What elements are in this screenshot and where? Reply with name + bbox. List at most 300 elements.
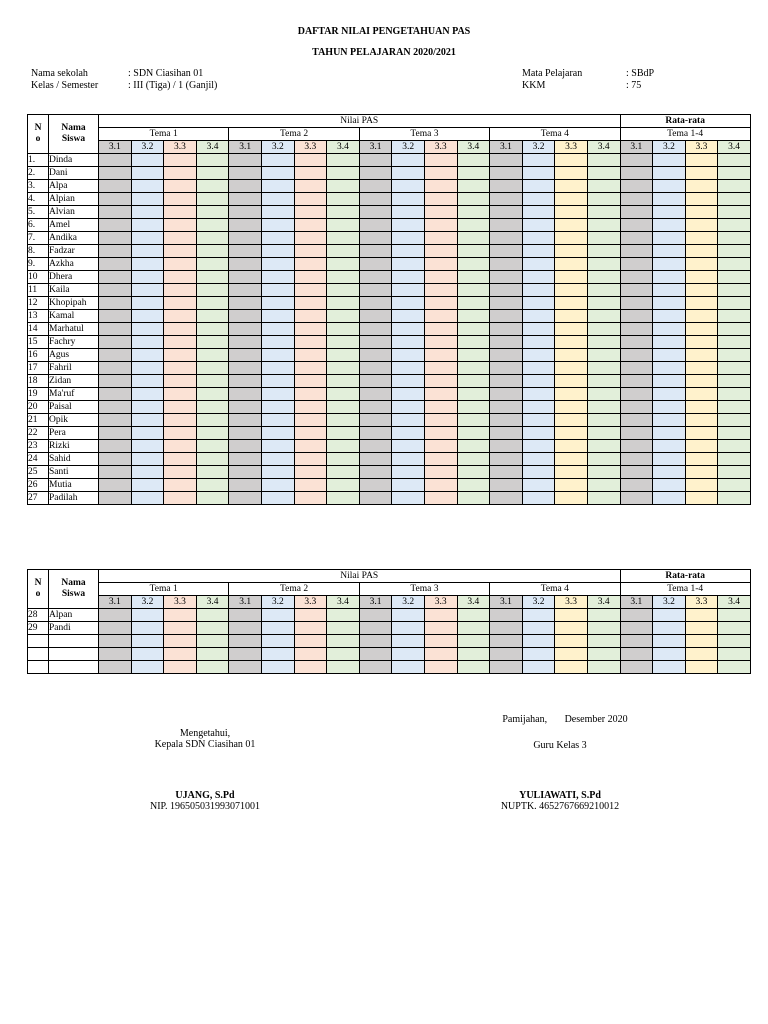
grade-cell[interactable] [457,297,490,310]
grade-cell[interactable] [229,154,262,167]
grade-cell[interactable] [685,427,718,440]
grade-cell[interactable] [294,661,327,674]
grade-cell[interactable] [294,414,327,427]
grade-cell[interactable] [196,349,229,362]
grade-cell[interactable] [653,297,686,310]
grade-cell[interactable] [457,622,490,635]
grade-cell[interactable] [685,492,718,505]
grade-cell[interactable] [490,245,523,258]
grade-cell[interactable] [490,609,523,622]
grade-cell[interactable] [685,609,718,622]
grade-cell[interactable] [392,336,425,349]
grade-cell[interactable] [490,258,523,271]
grade-cell[interactable] [392,609,425,622]
grade-cell[interactable] [685,232,718,245]
grade-cell[interactable] [718,362,751,375]
grade-cell[interactable] [261,271,294,284]
grade-cell[interactable] [131,492,164,505]
grade-cell[interactable] [555,154,588,167]
grade-cell[interactable] [587,271,620,284]
grade-cell[interactable] [131,180,164,193]
grade-cell[interactable] [359,635,392,648]
grade-cell[interactable] [196,180,229,193]
grade-cell[interactable] [261,154,294,167]
grade-cell[interactable] [392,297,425,310]
grade-cell[interactable] [196,219,229,232]
grade-cell[interactable] [620,648,653,661]
grade-cell[interactable] [359,453,392,466]
grade-cell[interactable] [718,609,751,622]
grade-cell[interactable] [490,427,523,440]
grade-cell[interactable] [99,180,132,193]
grade-cell[interactable] [490,622,523,635]
grade-cell[interactable] [327,453,360,466]
grade-cell[interactable] [620,661,653,674]
grade-cell[interactable] [620,232,653,245]
grade-cell[interactable] [294,492,327,505]
grade-cell[interactable] [294,648,327,661]
grade-cell[interactable] [327,635,360,648]
grade-cell[interactable] [99,479,132,492]
grade-cell[interactable] [196,154,229,167]
grade-cell[interactable] [131,284,164,297]
grade-cell[interactable] [490,492,523,505]
grade-cell[interactable] [327,206,360,219]
grade-cell[interactable] [620,362,653,375]
grade-cell[interactable] [522,609,555,622]
grade-cell[interactable] [261,492,294,505]
grade-cell[interactable] [522,258,555,271]
grade-cell[interactable] [261,349,294,362]
grade-cell[interactable] [424,479,457,492]
grade-cell[interactable] [392,206,425,219]
grade-cell[interactable] [522,453,555,466]
grade-cell[interactable] [555,219,588,232]
grade-cell[interactable] [164,492,197,505]
grade-cell[interactable] [164,284,197,297]
grade-cell[interactable] [555,635,588,648]
grade-cell[interactable] [587,349,620,362]
grade-cell[interactable] [392,401,425,414]
grade-cell[interactable] [522,414,555,427]
grade-cell[interactable] [587,180,620,193]
grade-cell[interactable] [685,622,718,635]
grade-cell[interactable] [587,635,620,648]
grade-cell[interactable] [685,479,718,492]
grade-cell[interactable] [99,466,132,479]
grade-cell[interactable] [261,635,294,648]
grade-cell[interactable] [392,284,425,297]
grade-cell[interactable] [555,401,588,414]
grade-cell[interactable] [294,297,327,310]
grade-cell[interactable] [522,193,555,206]
grade-cell[interactable] [620,167,653,180]
grade-cell[interactable] [99,271,132,284]
grade-cell[interactable] [685,258,718,271]
grade-cell[interactable] [490,661,523,674]
grade-cell[interactable] [555,466,588,479]
grade-cell[interactable] [555,375,588,388]
grade-cell[interactable] [457,479,490,492]
grade-cell[interactable] [229,167,262,180]
grade-cell[interactable] [424,258,457,271]
grade-cell[interactable] [424,388,457,401]
grade-cell[interactable] [99,453,132,466]
grade-cell[interactable] [457,453,490,466]
grade-cell[interactable] [294,427,327,440]
grade-cell[interactable] [164,401,197,414]
grade-cell[interactable] [99,427,132,440]
grade-cell[interactable] [261,258,294,271]
grade-cell[interactable] [424,375,457,388]
grade-cell[interactable] [164,154,197,167]
grade-cell[interactable] [392,362,425,375]
grade-cell[interactable] [685,336,718,349]
grade-cell[interactable] [653,362,686,375]
grade-cell[interactable] [653,648,686,661]
grade-cell[interactable] [261,479,294,492]
grade-cell[interactable] [685,349,718,362]
grade-cell[interactable] [587,232,620,245]
grade-cell[interactable] [131,375,164,388]
grade-cell[interactable] [685,206,718,219]
grade-cell[interactable] [424,219,457,232]
grade-cell[interactable] [653,349,686,362]
grade-cell[interactable] [555,245,588,258]
grade-cell[interactable] [294,323,327,336]
grade-cell[interactable] [718,479,751,492]
grade-cell[interactable] [685,648,718,661]
grade-cell[interactable] [522,167,555,180]
grade-cell[interactable] [261,609,294,622]
grade-cell[interactable] [294,258,327,271]
grade-cell[interactable] [99,258,132,271]
grade-cell[interactable] [131,323,164,336]
grade-cell[interactable] [359,232,392,245]
grade-cell[interactable] [457,440,490,453]
grade-cell[interactable] [522,648,555,661]
grade-cell[interactable] [131,427,164,440]
grade-cell[interactable] [490,479,523,492]
grade-cell[interactable] [653,323,686,336]
grade-cell[interactable] [99,609,132,622]
grade-cell[interactable] [620,245,653,258]
grade-cell[interactable] [555,193,588,206]
grade-cell[interactable] [327,492,360,505]
grade-cell[interactable] [522,375,555,388]
grade-cell[interactable] [327,297,360,310]
grade-cell[interactable] [522,232,555,245]
grade-cell[interactable] [685,167,718,180]
grade-cell[interactable] [131,232,164,245]
grade-cell[interactable] [359,349,392,362]
grade-cell[interactable] [131,349,164,362]
grade-cell[interactable] [587,453,620,466]
grade-cell[interactable] [327,661,360,674]
grade-cell[interactable] [718,453,751,466]
grade-cell[interactable] [196,310,229,323]
grade-cell[interactable] [131,362,164,375]
grade-cell[interactable] [99,284,132,297]
grade-cell[interactable] [164,271,197,284]
grade-cell[interactable] [164,193,197,206]
grade-cell[interactable] [164,661,197,674]
grade-cell[interactable] [294,245,327,258]
grade-cell[interactable] [229,271,262,284]
grade-cell[interactable] [359,180,392,193]
grade-cell[interactable] [555,479,588,492]
grade-cell[interactable] [261,219,294,232]
grade-cell[interactable] [99,323,132,336]
grade-cell[interactable] [555,427,588,440]
grade-cell[interactable] [620,414,653,427]
grade-cell[interactable] [718,193,751,206]
grade-cell[interactable] [424,180,457,193]
grade-cell[interactable] [164,609,197,622]
grade-cell[interactable] [685,219,718,232]
grade-cell[interactable] [261,206,294,219]
grade-cell[interactable] [620,297,653,310]
grade-cell[interactable] [229,414,262,427]
grade-cell[interactable] [359,440,392,453]
grade-cell[interactable] [587,427,620,440]
grade-cell[interactable] [99,401,132,414]
grade-cell[interactable] [229,206,262,219]
grade-cell[interactable] [587,414,620,427]
grade-cell[interactable] [359,258,392,271]
grade-cell[interactable] [424,323,457,336]
grade-cell[interactable] [522,219,555,232]
grade-cell[interactable] [457,388,490,401]
grade-cell[interactable] [229,232,262,245]
grade-cell[interactable] [294,479,327,492]
grade-cell[interactable] [685,154,718,167]
grade-cell[interactable] [424,167,457,180]
grade-cell[interactable] [653,258,686,271]
grade-cell[interactable] [392,466,425,479]
grade-cell[interactable] [653,284,686,297]
grade-cell[interactable] [718,622,751,635]
grade-cell[interactable] [164,453,197,466]
grade-cell[interactable] [522,479,555,492]
grade-cell[interactable] [392,635,425,648]
grade-cell[interactable] [327,323,360,336]
grade-cell[interactable] [294,609,327,622]
grade-cell[interactable] [229,661,262,674]
grade-cell[interactable] [229,258,262,271]
grade-cell[interactable] [490,232,523,245]
grade-cell[interactable] [653,401,686,414]
grade-cell[interactable] [131,336,164,349]
grade-cell[interactable] [229,440,262,453]
grade-cell[interactable] [555,232,588,245]
grade-cell[interactable] [653,336,686,349]
grade-cell[interactable] [555,180,588,193]
grade-cell[interactable] [196,414,229,427]
grade-cell[interactable] [99,375,132,388]
grade-cell[interactable] [164,245,197,258]
grade-cell[interactable] [653,661,686,674]
grade-cell[interactable] [587,193,620,206]
grade-cell[interactable] [99,310,132,323]
grade-cell[interactable] [392,154,425,167]
grade-cell[interactable] [229,492,262,505]
grade-cell[interactable] [359,193,392,206]
grade-cell[interactable] [555,622,588,635]
grade-cell[interactable] [392,323,425,336]
grade-cell[interactable] [685,440,718,453]
grade-cell[interactable] [359,466,392,479]
grade-cell[interactable] [229,453,262,466]
grade-cell[interactable] [261,414,294,427]
grade-cell[interactable] [424,310,457,323]
grade-cell[interactable] [229,336,262,349]
grade-cell[interactable] [131,440,164,453]
grade-cell[interactable] [131,453,164,466]
grade-cell[interactable] [327,440,360,453]
grade-cell[interactable] [522,245,555,258]
grade-cell[interactable] [620,310,653,323]
grade-cell[interactable] [196,635,229,648]
grade-cell[interactable] [294,635,327,648]
grade-cell[interactable] [685,388,718,401]
grade-cell[interactable] [555,323,588,336]
grade-cell[interactable] [131,401,164,414]
grade-cell[interactable] [164,635,197,648]
grade-cell[interactable] [490,310,523,323]
grade-cell[interactable] [718,440,751,453]
grade-cell[interactable] [229,427,262,440]
grade-cell[interactable] [587,336,620,349]
grade-cell[interactable] [424,635,457,648]
grade-cell[interactable] [261,453,294,466]
grade-cell[interactable] [424,193,457,206]
grade-cell[interactable] [424,440,457,453]
grade-cell[interactable] [555,453,588,466]
grade-cell[interactable] [620,401,653,414]
grade-cell[interactable] [555,414,588,427]
grade-cell[interactable] [99,219,132,232]
grade-cell[interactable] [327,258,360,271]
grade-cell[interactable] [294,336,327,349]
grade-cell[interactable] [685,375,718,388]
grade-cell[interactable] [685,193,718,206]
grade-cell[interactable] [229,284,262,297]
grade-cell[interactable] [424,336,457,349]
grade-cell[interactable] [294,375,327,388]
grade-cell[interactable] [229,466,262,479]
grade-cell[interactable] [457,401,490,414]
grade-cell[interactable] [490,466,523,479]
grade-cell[interactable] [392,479,425,492]
grade-cell[interactable] [620,258,653,271]
grade-cell[interactable] [685,323,718,336]
grade-cell[interactable] [685,310,718,323]
grade-cell[interactable] [522,336,555,349]
grade-cell[interactable] [196,167,229,180]
grade-cell[interactable] [359,479,392,492]
grade-cell[interactable] [620,271,653,284]
grade-cell[interactable] [164,258,197,271]
grade-cell[interactable] [392,648,425,661]
grade-cell[interactable] [196,440,229,453]
grade-cell[interactable] [131,154,164,167]
grade-cell[interactable] [555,297,588,310]
grade-cell[interactable] [392,258,425,271]
grade-cell[interactable] [164,648,197,661]
grade-cell[interactable] [653,492,686,505]
grade-cell[interactable] [457,492,490,505]
grade-cell[interactable] [392,180,425,193]
grade-cell[interactable] [327,284,360,297]
grade-cell[interactable] [620,440,653,453]
grade-cell[interactable] [164,232,197,245]
grade-cell[interactable] [424,648,457,661]
grade-cell[interactable] [587,258,620,271]
grade-cell[interactable] [587,661,620,674]
grade-cell[interactable] [653,479,686,492]
grade-cell[interactable] [359,492,392,505]
grade-cell[interactable] [653,466,686,479]
grade-cell[interactable] [196,661,229,674]
grade-cell[interactable] [620,206,653,219]
grade-cell[interactable] [261,193,294,206]
grade-cell[interactable] [359,323,392,336]
grade-cell[interactable] [457,648,490,661]
grade-cell[interactable] [392,232,425,245]
grade-cell[interactable] [522,349,555,362]
grade-cell[interactable] [164,323,197,336]
grade-cell[interactable] [587,622,620,635]
grade-cell[interactable] [99,388,132,401]
grade-cell[interactable] [261,661,294,674]
grade-cell[interactable] [131,258,164,271]
grade-cell[interactable] [99,661,132,674]
grade-cell[interactable] [131,609,164,622]
grade-cell[interactable] [587,648,620,661]
grade-cell[interactable] [587,401,620,414]
grade-cell[interactable] [359,401,392,414]
grade-cell[interactable] [164,466,197,479]
grade-cell[interactable] [490,336,523,349]
grade-cell[interactable] [685,284,718,297]
grade-cell[interactable] [327,648,360,661]
grade-cell[interactable] [490,219,523,232]
grade-cell[interactable] [718,388,751,401]
grade-cell[interactable] [99,336,132,349]
grade-cell[interactable] [685,466,718,479]
grade-cell[interactable] [587,167,620,180]
grade-cell[interactable] [196,466,229,479]
grade-cell[interactable] [359,661,392,674]
grade-cell[interactable] [164,336,197,349]
grade-cell[interactable] [294,622,327,635]
grade-cell[interactable] [164,206,197,219]
grade-cell[interactable] [359,154,392,167]
grade-cell[interactable] [327,479,360,492]
grade-cell[interactable] [718,154,751,167]
grade-cell[interactable] [653,232,686,245]
grade-cell[interactable] [229,180,262,193]
grade-cell[interactable] [261,648,294,661]
grade-cell[interactable] [718,245,751,258]
grade-cell[interactable] [131,193,164,206]
grade-cell[interactable] [229,362,262,375]
grade-cell[interactable] [653,180,686,193]
grade-cell[interactable] [457,661,490,674]
grade-cell[interactable] [131,622,164,635]
grade-cell[interactable] [522,401,555,414]
